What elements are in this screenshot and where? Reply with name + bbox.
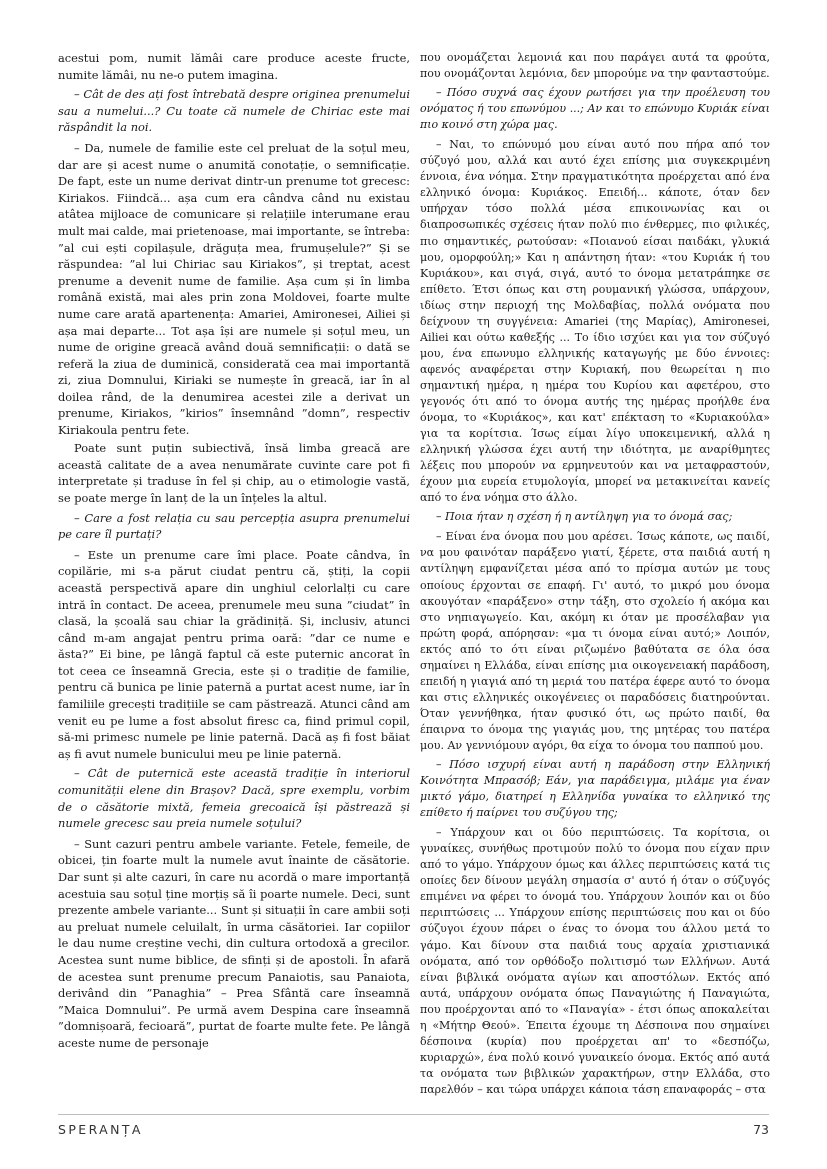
right-column-greek <box>420 50 770 1100</box>
magazine-name: SPERANȚA <box>58 1122 143 1137</box>
paragraph: – Sunt cazuri pentru ambele variante. Fetele, femeile, de obicei, țin foarte mult la numele avut înainte de căsătorie. Dar sunt și alte cazuri, în care nu acordă o mare importanță acestuia sau soțul ține morțiș să îi poarte numele. Deci, sunt prezente ambele variante... Sunt și situații în care ambii soți au preluat numele celuilalt, în urma căsătoriei. Iar copiilor le dau nume creștine vechi, din cultura ortodoxă a grecilor. Acestea sunt nume biblice, de sfinți și de apostoli. În afară de acestea sunt prenume precum Panaiotis, sau Panaiota, derivând din ”Panaghia” – Prea Sfântă care înseamnă ”Maica Domnului”. Pe urmă avem Despina care înseamnă ”domnișoară, fecioară”, purtat de foarte multe fete. Pe lângă aceste nume de personaje <box>58 836 410 1050</box>
paragraph: – Υπάρχουν και οι δύο περιπτώσεις. Τα κορίτσια, οι γυναίκες, συνήθως προτιμούν πολύ το όνομα που είχαν πριν από το γάμο. Υπάρχουν όμως και άλλες περιπτώσεις κατά τις οποίες δεν δίνουν μεγάλη σημασία σ' αυτό ή όταν ο σύζυγός επιμένει να φέρει το όνομά του. Υπάρχουν λοιπόν και οι δύο περιπτώσεις ... Υπάρχουν επίσης περιπτώσεις που και οι δύο σύζυγοι έχουν πάρει ο ένας το όνομα του άλλου μετά το γάμο. Και δίνουν στα παιδιά τους αρχαία χριστιανικά ονόματα, από τον ορθόδοξο πολιτισμό των Ελλήνων. Αυτά είναι βιβλικά ονόματα αγίων και αποστόλων. Εκτός από αυτά, υπάρχουν ονόματα όπως Παναγιώτης ή Παναγιώτα, που προέρχονται από το «Παναγία» - έτσι όπως αποκαλείται η «Μήτηρ Θεού». Έπειτα έχουμε τη Δέσποινα που σημαίνει δέσποινα (κυρία) που προέρχεται απ' το «δεσπόζω, κυριαρχώ», ένα πολύ κοινό γυναικείο όνομα. Εκτός από αυτά τα ονόματα των βιβλικών χαρακτήρων, στην Ελλάδα, στο παρελθόν – και τώρα υπάρχει κάποια τάση επαναφοράς – στα <box>420 826 770 1096</box>
paragraph: acestui pom, numit lămâi care produce aceste fructe, numite lămâi, nu ne-o putem imagina. <box>58 51 410 82</box>
paragraph: – Da, numele de familie este cel preluat de la soțul meu, dar are și acest nume o anumită conotație, o semnificație. De fapt, este un nume derivat dintr-un prenume tot grecesc: Kiriakos. Fiindcă... așa cum era cândva când nu existau atâtea mijloace de comunicare și relațiile interumane erau mult mai calde, mai prietenoase, mai importante, se întreba: ”al cui ești copilașule, drăguța mea, frumușelule?” Și se răspundea: ”al lui Chiriac sau Kiriakos”, și treptat, acest prenume a devenit nume de familie. Așa cum și în limba română există, mai ales prin zona Moldovei, foarte multe nume care arată apartenența: Amariei, Amironesei, Ailiei și așa mai departe... Tot așa își are numele și soțul meu, un nume de origine greacă având două semnificații: o dată se referă la ziua de duminică, considerată cea mai importantă zi, ziua Domnului, Kiriaki se numește în greacă, iar în al doilea rând, de la denumirea acestei zile a derivat un prenume, Kiriakos, ”kirios” însemnând ”domn”, respectiv Kiriakoula pentru fete. <box>58 140 410 438</box>
left-column-romanian <box>58 50 410 1053</box>
footer-divider <box>58 1114 769 1115</box>
paragraph: – Este un prenume care îmi place. Poate cândva, în copilărie, mi s-a părut ciudat pentru că, știți, la copii această perspectivă apare din unghiul celorlalți cu care intră în contact. De aceea, prenumele meu suna ”ciudat” în clasă, la școală sau chiar la grădiniță. Și, inclusiv, atunci când m-am angajat pentru prima oară: ”dar ce nume e ăsta?” Ei bine, pe lângă faptul că este puternic ancorat în tot ceea ce înseamnă Grecia, este și o tradiție de familie, pentru că bunica pe linie paternă a purtat acest nume, iar în familiile grecești tradițiile se cam păstrează. Atunci când am venit eu pe lume a fost absolut firesc ca, fiind primul copil, să-mi primesc numele pe linie paternă. Dacă aș fi fost băiat aș fi avut numele bunicului meu pe linie paternă. <box>58 547 410 761</box>
paragraph: Poate sunt puțin subiectivă, însă limba greacă are această calitate de a avea nenumărate cuvinte care pot fi interpretate și traduse în fel și chip, au o etimologie vastă, se poate merge în lanț de la un înțeles la altul. <box>58 441 410 505</box>
interview-question: – Πόσο ισχυρή είναι αυτή η παράδοση στην Ελληνική Κοινότητα Μπρασόβ; Εάν, για παράδειγμα, μιλάμε για έναν μικτό γάμο, διατηρεί η Ελληνίδα γυναίκα το ελληνικό της επίθετο ή παίρνει του συζύγου της; <box>420 758 770 820</box>
interview-question: – Cât de des ați fost întrebată despre originea prenumelui sau a numelui...? Cu toate că numele de Chiriac este mai răspândit la noi. <box>58 87 410 135</box>
paragraph: που ονομάζεται λεμονιά και που παράγει αυτά τα φρούτα, που ονομάζονται λεμόνια, δεν μπορούμε να την φανταστούμε. <box>420 51 770 81</box>
interview-question: – Πόσο συχνά σας έχουν ρωτήσει για την προέλευση του ονόματος ή του επωνύμου ...; Αν και το επώνυμο Κυριάκ είναι πιο κοινό στη χώρα μας. <box>420 86 770 132</box>
interview-question: – Care a fost relația cu sau percepția asupra prenumelui pe care îl purtați? <box>58 510 410 542</box>
page-number: 73 <box>753 1122 769 1137</box>
paragraph: – Ναι, το επώνυμό μου είναι αυτό που πήρα από τον σύζυγό μου, αλλά και αυτό έχει επίσης μια συγκεκριμένη έννοια, ένα νόημα. Στην πραγματικότητα προέρχεται από ένα ελληνικό όνομα: Κυριάκος. Επειδή... κάποτε, όταν δεν υπήρχαν τόσο πολλά μέσα επικοινωνίας και οι διαπροσωπικές σχέσεις ήταν πολύ πιο ένθερμες, πιο φιλικές, πιο σημαντικές, ρωτούσαν: «Ποιανού είσαι παιδάκι, γλυκιά μου, ομορφούλη;» Και η απάντηση ήταν: «του Κυριάκ ή του Κυριάκου», και σιγά, σιγά, αυτό το όνομα μετατράπηκε σε επίθετο. Έτσι όπως και στη ρουμανική γλώσσα, υπάρχουν, ιδίως στην περιοχή της Μολδαβίας, πολλά ονόματα που δείχνουν τη συγγένεια: Amariei (της Μαρίας), Amironesei, Ailiei και ούτω καθεξής ... Το ίδιο ισχύει και για τον σύζυγό μου, ένα επωνυμο ελληνικής καταγωγής με δύο έννοιες: αφενός αναφέρεται στην Κυριακή, που θεωρείται η πιο σημαντική ημέρα, η ημέρα του Κυρίου και αφετέρου, στο γεγονός ότι από το όνομα αυτής της ημέρας προήλθε ένα όνομα, το «Κυριάκος», και κατ' επέκταση το «Κυριακούλα» για τα κορίτσια. Ίσως είμαι λίγο υποκειμενική, αλλά η ελληνική γλώσσα έχει αυτή την ιδιότητα, με αναρίθμητες λέξεις που μπορούν να ερμηνευτούν και να μεταφραστούν, έχουν μια ευρεία ετυμολογία, μπορεί να μετακινείται κανείς από το ένα νόημα στο άλλο. <box>420 138 770 505</box>
interview-question: – Ποια ήταν η σχέση ή η αντίληψη για το όνομά σας; <box>436 510 733 524</box>
interview-question: – Cât de puternică este această tradiție în interiorul comunității elene din Brașov? Dacă, spre exemplu, vorbim de o căsătorie mixtă, femeia grecoaică își păstrează și numele grecesc sau preia numele soțului? <box>58 766 410 831</box>
paragraph: – Είναι ένα όνομα που μου αρέσει. Ίσως κάποτε, ως παιδί, να μου φαινόταν παράξενο γιατί, ξέρετε, στα παιδιά αυτή η αντίληψη εμφανίζεται μέσα από το πρίσμα αυτών με τους οποίους έρχονται σε επαφή. Γι' αυτό, το μικρό μου όνομα ακουγόταν «παράξενο» στην τάξη, στο σχολείο ή ακόμα και στο νηπιαγωγείο. Και, ακόμη κι όταν με προσέλαβαν για πρώτη φορά, απόρησαν: «μα τι όνομα είναι αυτό;» Λοιπόν, εκτός από το ότι είναι ριζωμένο βαθύτατα σε όλα όσα σημαίνει η Ελλάδα, είναι επίσης μια οικογενειακή παράδοση, επειδή η γιαγιά από τη μεριά του πατέρα έφερε αυτό το όνομα και στις ελληνικές οικογένειες οι παραδόσεις διατηρούνται. Όταν γεννήθηκα, ήταν φυσικό ότι, ως πρώτο παιδί, θα έπαιρνα το όνομα της γιαγιάς μου, της μητέρας του πατέρα μου. Αν γεννιόμουν αγόρι, θα είχα το όνομα του παππού μου. <box>420 530 770 752</box>
